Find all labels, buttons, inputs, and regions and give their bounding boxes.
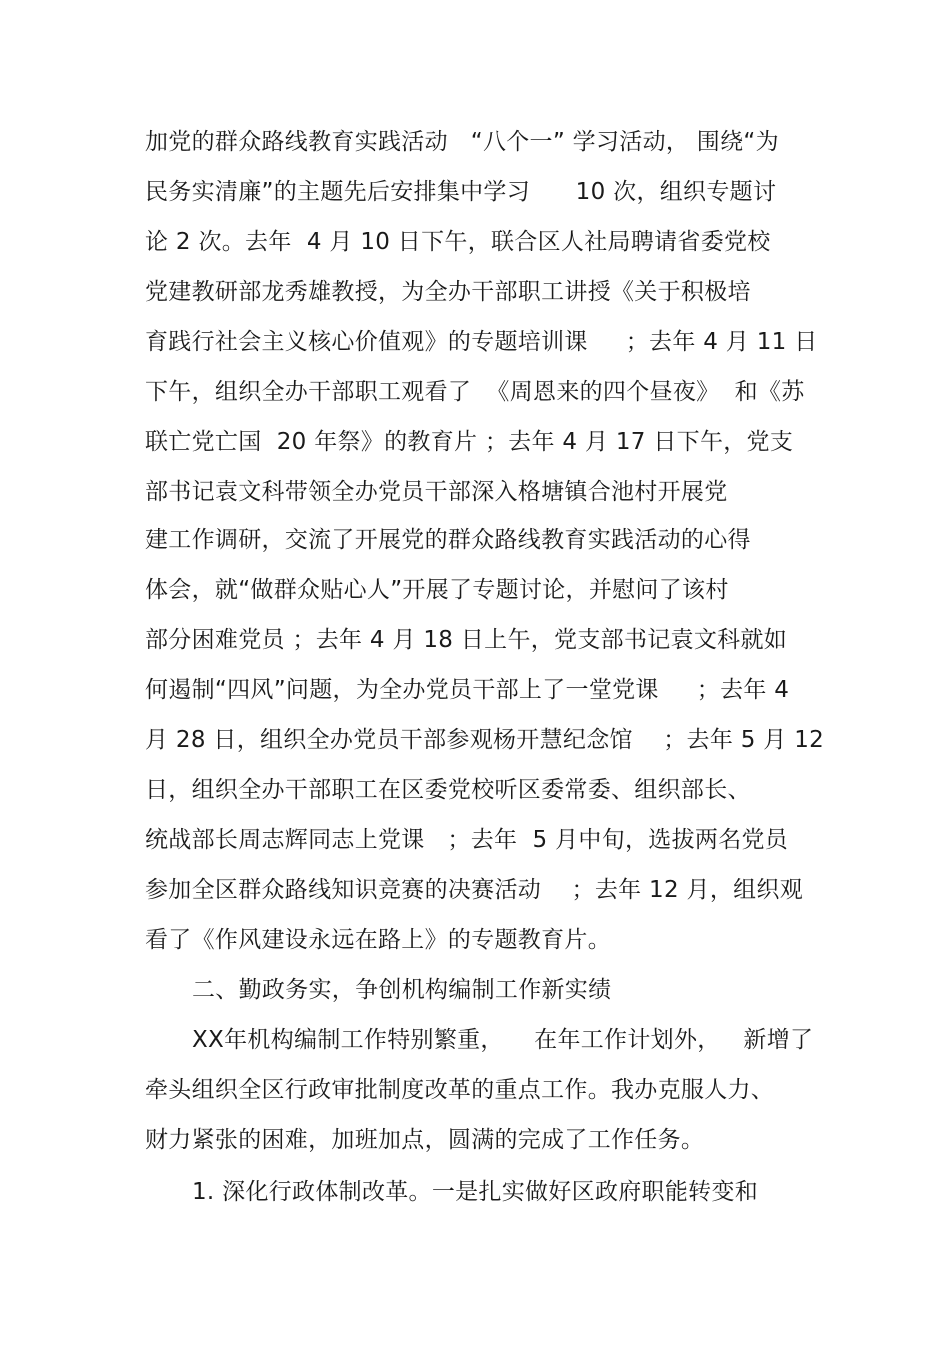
text-line: 联亡党亡国 20 年祭》的教育片 ；去年 4 月 17 日下午，党支 — [145, 429, 794, 455]
text-line: 建工作调研，交流了开展党的群众路线教育实践活动的心得 — [145, 527, 751, 553]
section-heading: 二、勤政务实，争创机构编制工作新实绩 — [192, 977, 612, 1003]
text-line: 看了《作风建设永远在路上》的专题教育片。 — [145, 927, 611, 953]
text-line: 论 2 次。去年 4 月 10 日下午，联合区人社局聘请省委党校 — [145, 229, 771, 255]
text-line: 加党的群众路线教育实践活动 “八个一” 学习活动， 围绕“为 — [145, 129, 779, 155]
text-line: 民务实清廉”的主题先后安排集中学习 10 次，组织专题讨 — [145, 179, 777, 205]
text-line: 牵头组织全区行政审批制度改革的重点工作。我办克服人力、 — [145, 1077, 775, 1103]
text-line: 统战部长周志辉同志上党课 ；去年 5 月中旬，选拔两名党员 — [145, 827, 789, 853]
text-line: 1. 深化行政体制改革。一是扎实做好区政府职能转变和 — [192, 1179, 759, 1205]
text-line: 月 28 日，组织全办党员干部参观杨开慧纪念馆 ；去年 5 月 12 — [145, 727, 825, 753]
text-line: 体会，就“做群众贴心人”开展了专题讨论，并慰问了该村 — [145, 577, 729, 603]
text-line: 财力紧张的困难，加班加点，圆满的完成了工作任务。 — [145, 1127, 705, 1153]
text-line: 党建教研部龙秀雄教授，为全办干部职工讲授《关于积极培 — [145, 279, 751, 305]
text-line: 何遏制“四风”问题，为全办党员干部上了一堂党课 ；去年 4 — [145, 677, 790, 703]
text-line: 日，组织全办干部职工在区委党校听区委常委、组织部长、 — [145, 777, 751, 803]
text-line: 下午，组织全办干部职工观看了 《周恩来的四个昼夜》 和《苏 — [145, 379, 805, 405]
text-line: 部书记袁文科带领全办党员干部深入格塘镇合池村开展党 — [145, 479, 728, 505]
text-line: 参加全区群众路线知识竞赛的决赛活动 ；去年 12 月，组织观 — [145, 877, 804, 903]
text-line: 育践行社会主义核心价值观》的专题培训课 ；去年 4 月 11 日 — [145, 329, 818, 355]
text-line: 部分困难党员 ；去年 4 月 18 日上午，党支部书记袁文科就如 — [145, 627, 788, 653]
text-line: XX年机构编制工作特别繁重， 在年工作计划外， 新增了 — [192, 1027, 814, 1053]
